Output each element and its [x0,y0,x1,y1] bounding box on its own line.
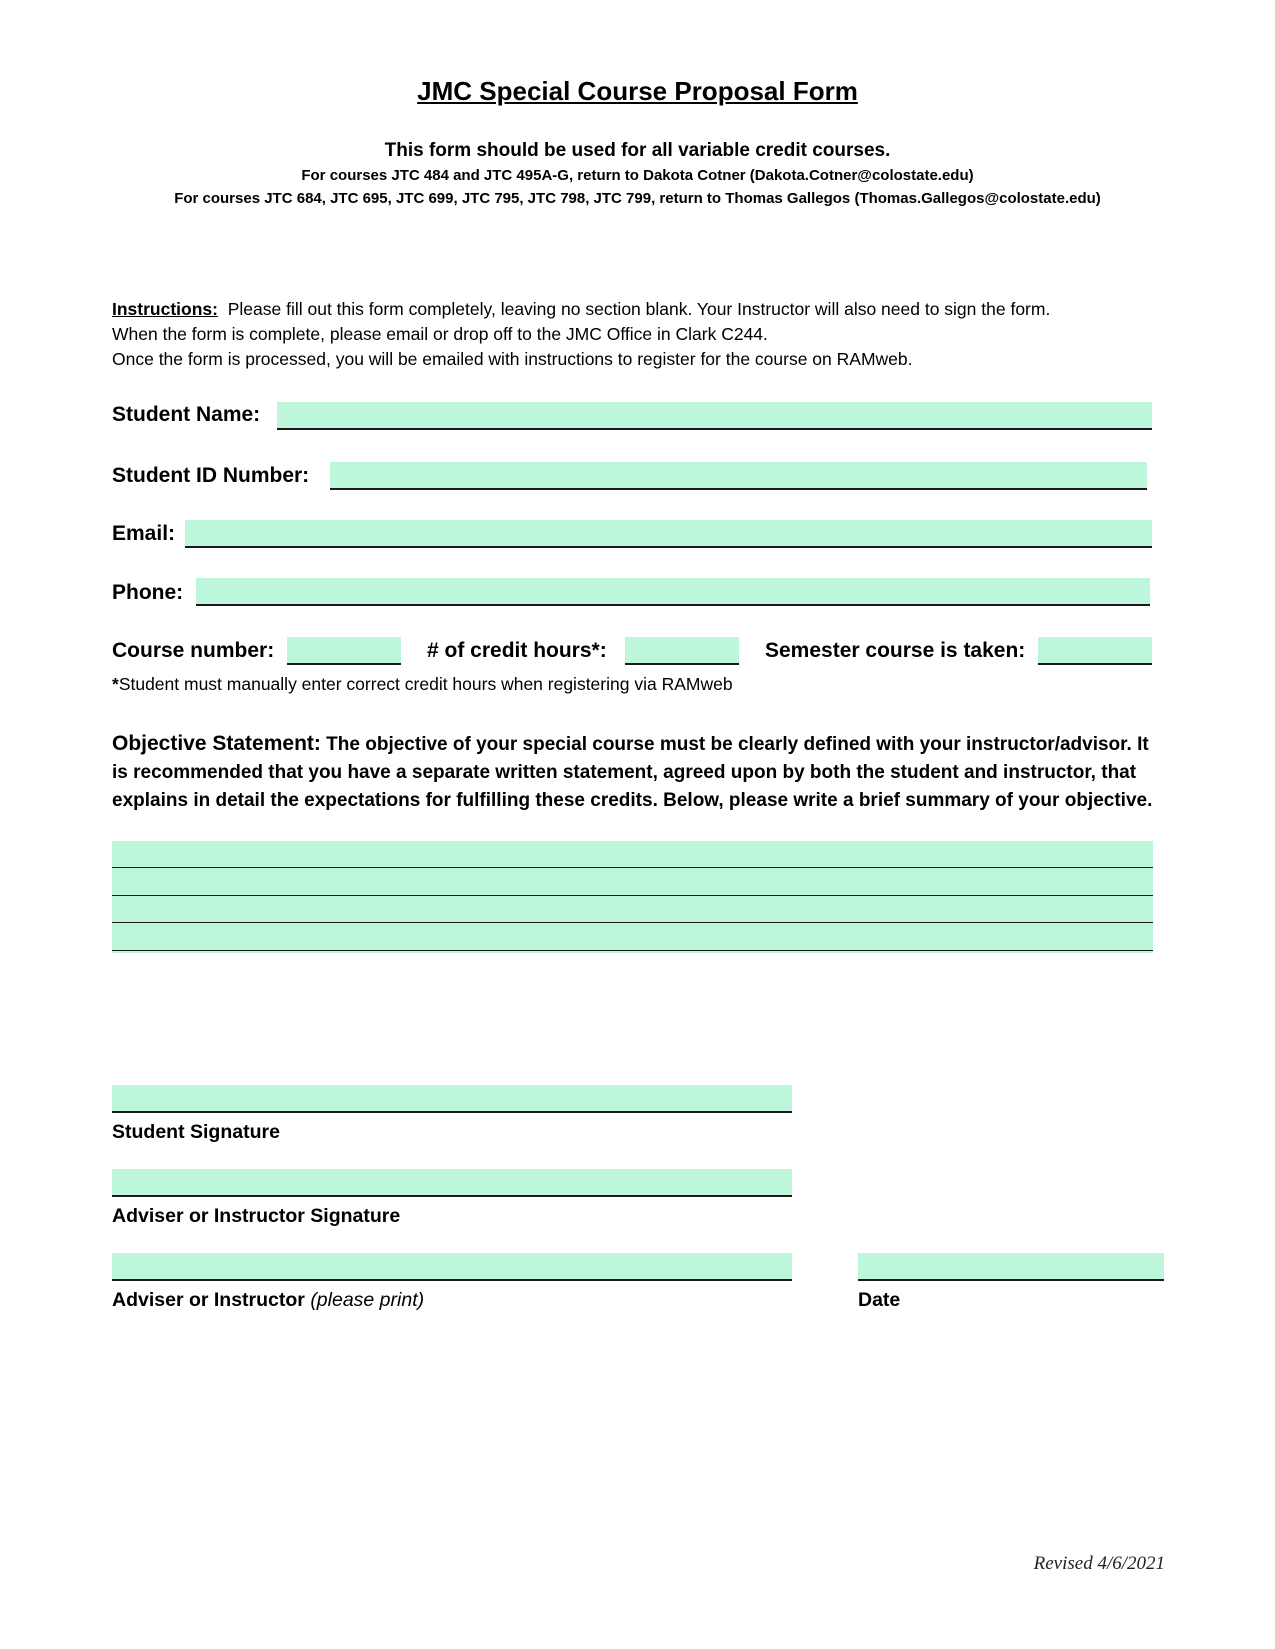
adviser-print-label [112,1289,424,1312]
student-id-field[interactable] [330,462,1147,490]
date-label: Date [858,1289,901,1311]
credit-hours-note [112,674,733,695]
instructions-label: Instructions: [112,299,218,319]
student-name-label: Student Name: [112,403,261,426]
email-label: Email: [112,522,176,545]
objective-instructions [112,730,1162,815]
instructions-line-3: Once the form is processed, you will be emailed with instructions to register for the course on RAMweb. [112,349,913,369]
student-id-label: Student ID Number: [112,464,310,487]
objective-text: The objective of your special course must be clearly defined with your instructor/advisor. It is recommended that you have a separate written statement, agreed upon by both the student and instructor, that explains in detail the expectations for fulfilling these credits. Below, please write a brief summary of your objective. [112,734,1153,811]
student-signature-field[interactable] [112,1085,792,1113]
semester-field[interactable] [1038,637,1152,665]
routing-line-undergrad: For courses JTC 484 and JTC 495A-G, return to Dakota Cotner (Dakota.Cotner@colostate.edu) [301,167,974,184]
credit-note-text: Student must manually enter correct credit hours when registering via RAMweb [118,674,733,694]
objective-line-2 [112,895,1153,896]
form-title: JMC Special Course Proposal Form [417,76,858,106]
credit-note-asterisk: * [112,674,119,694]
form-subtitle: This form should be used for all variable credit courses. [384,140,891,161]
revision-date: Revised 4/6/2021 [1033,1553,1165,1574]
instructions-block [112,297,1172,372]
phone-field[interactable] [196,578,1150,606]
objective-label: Objective Statement: [112,732,321,755]
student-name-field[interactable] [277,402,1152,430]
instructions-line-2: When the form is complete, please email or drop off to the JMC Office in Clark C244. [112,324,768,344]
instructions-line-1: Please fill out this form completely, leaving no section blank. Your Instructor will also need to sign the form. [227,299,1051,319]
course-number-label: Course number: [112,639,275,662]
objective-line-4 [112,950,1153,951]
course-number-field[interactable] [287,637,401,665]
student-signature-label: Student Signature [112,1121,280,1143]
objective-field[interactable] [112,841,1153,953]
date-field[interactable] [858,1253,1164,1281]
objective-line-3 [112,922,1153,923]
adviser-print-label-text: Adviser or Instructor [112,1289,305,1311]
credit-hours-field[interactable] [625,637,739,665]
routing-line-grad: For courses JTC 684, JTC 695, JTC 699, JTC 795, JTC 798, JTC 799, return to Thomas Gallegos (Thomas.Gallegos@colostate.edu) [174,190,1101,207]
email-field[interactable] [185,520,1152,548]
objective-line-1 [112,867,1153,868]
phone-label: Phone: [112,581,184,604]
adviser-print-field[interactable] [112,1253,792,1281]
adviser-print-hint: (please print) [310,1289,425,1311]
credit-hours-label: # of credit hours*: [427,639,607,662]
semester-label: Semester course is taken: [765,639,1026,662]
adviser-signature-field[interactable] [112,1169,792,1197]
adviser-signature-label: Adviser or Instructor Signature [112,1205,401,1227]
